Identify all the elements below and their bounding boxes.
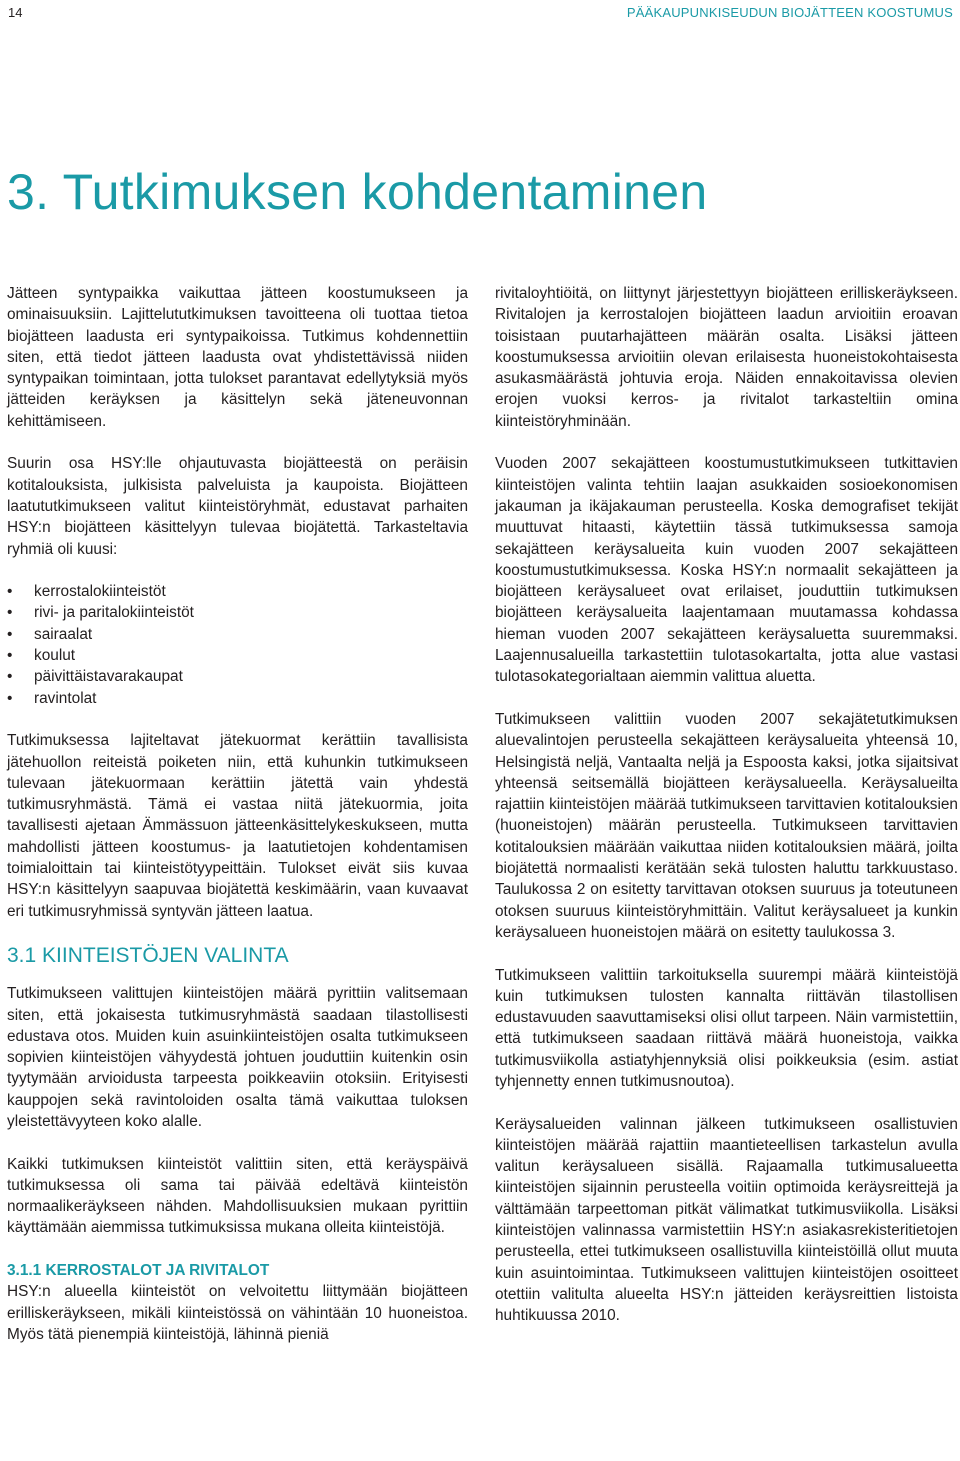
oversampling-paragraph: Tutkimukseen valittiin tarkoituksella suurempi määrä kiinteistöjä kuin tutkimuksen tulosten kannalta riittävän tilastollisen edustavuuden saavuttamiseksi olisi ollut tarpeen. Näin varmistettiin, että tutkimukseen saadaan riittävä määrä huoneistoja, vaikka tutkimusviikolla astiatyhjennyksiä olisi poikkeuksia (esim. astiat tyhjennetty ennen tutkimusnoutoa). — [495, 966, 958, 1090]
list-item: • ravintolat — [7, 688, 468, 709]
list-item: • sairaalat — [7, 624, 468, 645]
area-selection-paragraph: Vuoden 2007 sekajätteen koostumustutkimukseen tutkittavien kiinteistöjen valinta tehtiin laajan asukkaiden sosioekonomisen jakauman ja ikäjakauman perusteella. Koska demografiset tekijät muuttuvat hitaasti, käytettiin tässä tutkimuksessa samoja sekajätteen keräysalueita kuin vuoden 2007 sekajätteen koostumustutkimuksessa. Koska HSY:n normaalit sekajätteen ja biojätteen keräysalueet ovat erilaiset, jouduttiin tutkimuksen biojätteen keräysalueita laajentamaan muutamassa kohdassa hieman vuoden 2007 sekajätteen keräysaluetta suuremmaksi. Laajennusalueilla tarkastettiin tulotasokartalta, jotta alue vastasi tulotasokategorialtaan aiemmin valittua aluetta. — [495, 455, 958, 686]
subsection-heading: 3.1.1 KERROSTALOT JA RIVITALOT — [7, 1262, 270, 1280]
sample-size-paragraph: Tutkimukseen valittujen kiinteistöjen määrä pyrittiin valitsemaan siten, että jokaisesta tutkimusryhmästä saadaan tilastollisesti edustava otos. Muiden kuin asuinkiinteistöjen osalta tutkimukseen sopivien kiinteistöjen vähyydestä johtuen jouduttiin kuitenkin osin tyytymään arvioidusta tarpeesta poikkeaviin otoksiin. Erityisesti kauppojen sekä ravintoloiden osalta tämä vaikuttaa tuloksen yleistettävyyteen koko alalle. — [7, 985, 468, 1130]
collection-paragraph: Tutkimuksessa lajiteltavat jätekuormat kerättiin tavallisista jätehuollon reiteistä poiketen niin, että kuhunkin tutkimukseen tulevaan jätekuormaan kerättiin jätettä vain yhdestä tutkimusryhmästä. Tämä ei vastaa niitä jätekuormia, joita tavallisesti ajetaan Ämmässuon jätteenkäsittelykeskukseen, mutta mahdollisti jätteen koostumus- ja laatutietojen kohdentamisen toimialoittain tai kiinteistötyypeittäin. Tulokset eivät siis kuvaa HSY:n käsittelyyn saapuvaa biojätettä keskimäärin, vaan kuvaavat eri tutkimusryhmissä syntyvän jätteen laatua. — [7, 732, 468, 920]
left-column — [7, 283, 468, 1345]
intro-paragraph: Jätteen syntypaikka vaikuttaa jätteen koostumukseen ja ominaisuuksiin. Lajittelututkimuksen tavoitteena oli tuottaa tietoa biojätteen laadusta eri syntypaikoissa. Tutkimus kohdennettiin siten, että tiedot jätteen laadusta ovat yhdistettävissä niiden syntypaikan toimintaan, jotta tulokset parantavat edellytyksiä myös jätteiden keräyksen ja käsittelyn sekä jäteneuvonnan kehittämiseen. — [7, 285, 468, 430]
housing-paragraph: HSY:n alueella kiinteistöt on velvoitettu liittymään biojätteen erilliskeräykseen, mikäli kiinteistössä on vähintään 10 huoneistoa. Myös tätä pienempiä kiinteistöjä, lähinnä pieniä — [7, 1283, 468, 1343]
right-column — [495, 283, 958, 1348]
geographic-restriction-paragraph: Keräysalueiden valinnan jälkeen tutkimukseen osallistuvien kiinteistöjen määrää rajattiin maantieteellisen tarkastelun avulla valitun keräysalueen sisällä. Rajaamalla tutkimusalueetta kiinteistöjen sijainnin perusteella voitiin optimoida keräysreittejä ja välttämään tarpeettoman pitkät välimatkat tutkimusviikolla. Lisäksi kiinteistöjen valinnassa varmistettiin HSY:n asiakasrekisteritietojen perusteella, ettei tutkimukseen osallistuvilla kiinteistöillä ollut muuta kuin asuintoimintaa. Tutkimukseen valittujen kiinteistöjen osoitteet otettiin valitulta alueelta HSY:n jätteiden keräysreittien listoista huhtikuussa 2010. — [495, 1115, 958, 1325]
list-item: • rivi- ja paritalokiinteistöt — [7, 602, 468, 623]
section-heading: 3.1 KIINTEISTÖJEN VALINTA — [7, 944, 289, 968]
target-groups-list — [7, 581, 468, 709]
collection-areas-paragraph: Tutkimukseen valittiin vuoden 2007 sekajätetutkimuksen aluevalintojen perusteella sekajätteen keräysalueita yhteensä 10, Helsingistä neljä, Vantaalta neljä ja Espoosta kaksi, jotka sijaitsivat yhteensä seitsemällä biojätteen keräysalueella. Keräysalueilta rajattiin kiinteistöjen määrää tutkimukseen tarvittavien kotitalouksien (huoneistojen) määrän perusteella. Tutkimukseen tarvittavien kotitalouksien määrään vaikuttaa niiden kotitalouksien määrä, joilta biojätettä normaalisti kerätään sekä tulosten haluttu tarkkuustaso. Taulukossa 2 on esitetty tarvittavan otoksen suuruus ja toteutuneen otoksen suuruus kiinteistöryhmittäin. Valitut keräysalueet ja kunkin keräysalueen huoneistojen määrä on esitetty taulukossa 3. — [495, 710, 958, 941]
page-number: 14 — [8, 5, 23, 20]
list-item: • kerrostalokiinteistöt — [7, 581, 468, 602]
running-header: PÄÄKAUPUNKISEUDUN BIOJÄTTEEN KOOSTUMUS — [626, 5, 953, 20]
list-item: • päivittäistavarakaupat — [7, 666, 468, 687]
housing-continued-paragraph: rivitaloyhtiöitä, on liittynyt järjestettyyn biojätteen erilliskeräykseen. Rivitalojen ja kerrostalojen biojätteen laadun arvioitiin eroavan toisistaan puutarhajätteen määrän osalta. Lisäksi jätteen koostumuksessa arvioitiin olevan erilaisesta huoneistokohtaisesta asukasmäärästä johtuvia eroja. Näiden ennakoitavissa olevien erojen vuoksi kerros- ja rivitalot tarkasteltiin omina kiinteistöryhminään. — [495, 285, 958, 430]
list-item: • koulut — [7, 645, 468, 666]
chapter-title: 3. Tutkimuksen kohdentaminen — [7, 164, 708, 220]
target-groups-paragraph: Suurin osa HSY:lle ohjautuvasta biojätteestä on peräisin kotitalouksista, julkisista palveluista ja kaupoista. Biojätteen laatututkimukseen valitut kiinteistöryhmät, edustavat parhaiten HSY:n biojätteen käsittelyyn tulevaa biojätettä. Tarkasteltavia ryhmiä oli kuusi: — [7, 455, 468, 558]
collection-day-paragraph: Kaikki tutkimuksen kiinteistöt valittiin siten, että keräyspäivä tutkimuksessa oli sama tai päivää edeltävä kiinteistön normaalikeräykseen nähden. Mahdollisuuksien mukaan pyrittiin käyttämään aiemmissa tutkimuksissa mukana olleita kiinteistöjä. — [7, 1155, 468, 1237]
